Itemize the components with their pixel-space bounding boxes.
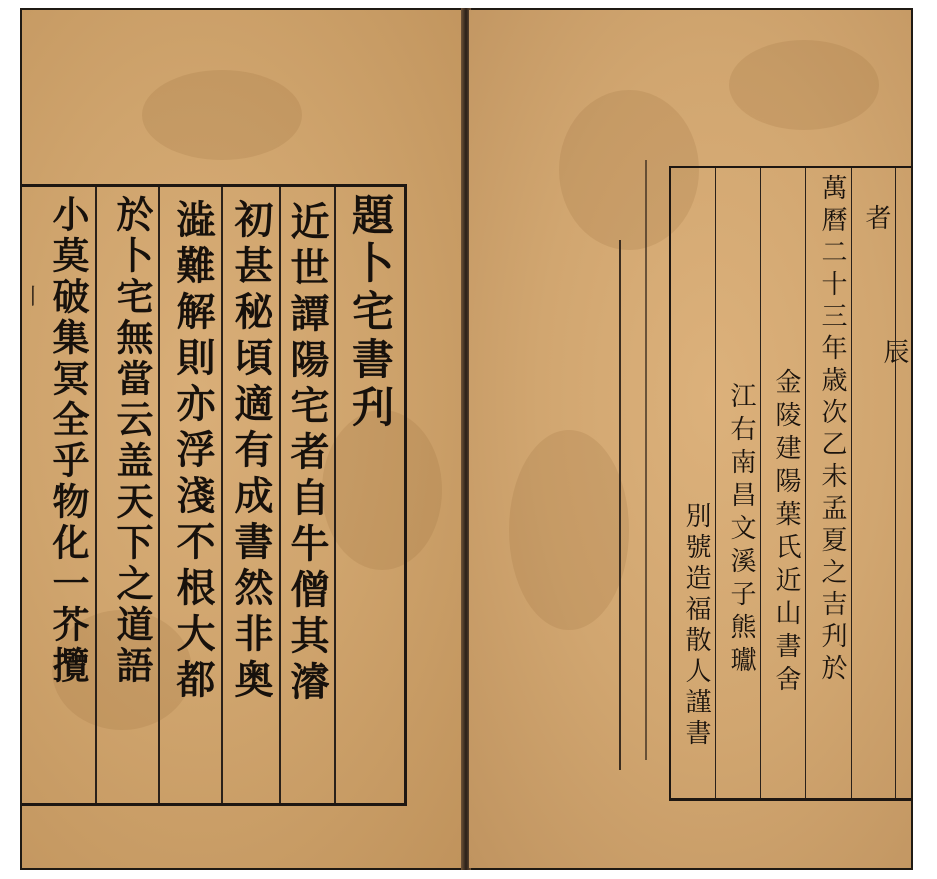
faded-rule-line	[619, 240, 621, 770]
edge-fragment-text: 辰	[879, 338, 909, 371]
title-text: 題卜宅書刋	[346, 193, 395, 433]
colophon-column-4	[717, 168, 760, 798]
text-line: 近世譚陽宅者自牛僧其濬	[284, 201, 329, 707]
text-line: 於卜宅無當云盖天下之道語	[110, 195, 153, 687]
page-edge-fragment: 丨	[22, 285, 45, 310]
text-column-3	[164, 187, 220, 803]
text-line: 澁難解則亦浮淺不根大都	[170, 199, 215, 705]
text-column-5	[38, 187, 94, 803]
text-line: 金陵建陽葉氏近山書舍	[771, 368, 801, 698]
text-column-2	[226, 187, 278, 803]
text-block-left	[22, 184, 407, 806]
text-line: 者	[861, 204, 891, 237]
text-line: 初甚秘頃適有成書然非奥	[228, 199, 273, 705]
colophon-column-3	[762, 168, 805, 798]
text-line: 萬曆二十三年歳次乙未孟夏之吉刋於	[817, 174, 847, 686]
right-page	[469, 10, 911, 868]
open-book-scan	[20, 8, 913, 870]
title-column	[340, 187, 400, 803]
text-column-4	[102, 187, 158, 803]
text-line: 小莫破集冥全乎物化一芥攬	[46, 195, 89, 687]
colophon-column-5	[673, 168, 715, 798]
faded-rule-line	[645, 160, 647, 760]
text-line: 別號造福散人謹書	[681, 502, 711, 750]
colophon-column-2	[807, 168, 851, 798]
colophon-column-1	[853, 168, 895, 798]
colophon-block	[669, 166, 913, 801]
left-page	[22, 10, 463, 868]
text-column-1	[284, 187, 334, 803]
colophon-edge-column	[879, 168, 913, 798]
text-line: 江右南昌文溪子熊瓛	[726, 382, 756, 679]
